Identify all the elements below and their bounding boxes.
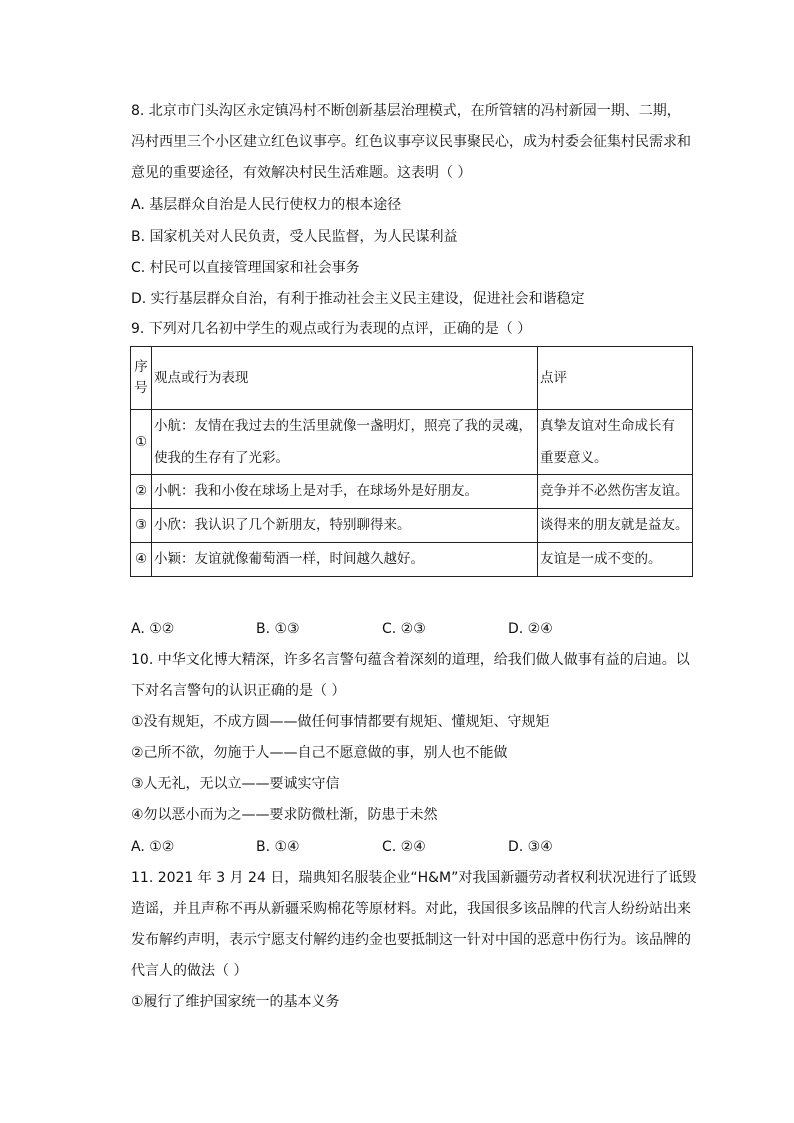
q9-table [130, 346, 693, 577]
q10-option-a: A. ①② [131, 839, 175, 855]
q11-item-1: ①履行了维护国家统一的基本义务 [131, 994, 340, 1010]
table-row [131, 509, 693, 543]
row-number: ④ [131, 543, 152, 577]
table-row [131, 410, 693, 475]
q8-stem-line-3: 意见的重要途径，有效解决村民生活难题。这表明（ ） [131, 165, 472, 181]
row-comment: 谈得来的朋友就是益友。 [538, 509, 693, 543]
q11-stem-line-1: 11. 2021 年 3 月 24 日，瑞典知名服装企业“H&M”对我国新疆劳动者权利状况进行了诋毁 [131, 870, 697, 886]
q10-item-3: ③人无礼，无以立——要诚实守信 [131, 776, 340, 792]
row-comment-line-2: 重要意义。 [540, 450, 608, 466]
q9-option-d: D. ②④ [508, 621, 553, 637]
q10-option-c: C. ②④ [382, 839, 426, 855]
q10-stem-line-2: 下对名言警句的认识正确的是（ ） [131, 683, 346, 699]
table-row [131, 475, 693, 509]
q8-option-d: D. 实行基层群众自治，有利于推动社会主义民主建设，促进社会和谐稳定 [131, 291, 585, 307]
row-view [152, 410, 538, 475]
row-number: ② [131, 475, 152, 509]
q9-option-a: A. ①② [131, 621, 175, 637]
q8-option-c: C. 村民可以直接管理国家和社会事务 [131, 260, 360, 276]
q10-options [131, 838, 651, 856]
row-comment [538, 410, 693, 475]
q9-option-b: B. ①③ [256, 621, 300, 637]
row-view-line-2: 使我的生存有了光彩。 [154, 450, 289, 466]
row-view: 小帆：我和小俊在球场上是对手，在球场外是好朋友。 [152, 475, 538, 509]
row-number: ③ [131, 509, 152, 543]
row-view: 小颖：友谊就像葡萄酒一样，时间越久越好。 [152, 543, 538, 577]
q8-option-b: B. 国家机关对人民负责，受人民监督，为人民谋利益 [131, 229, 458, 245]
row-comment: 竞争并不必然伤害友谊。 [538, 475, 693, 509]
table-row [131, 543, 693, 577]
q11-stem-line-4: 代言人的做法（ ） [131, 963, 248, 979]
q9-option-c: C. ②③ [382, 621, 426, 637]
row-view: 小欣：我认识了几个新朋友，特别聊得来。 [152, 509, 538, 543]
q11-stem-line-2: 造谣，并且声称不再从新疆采购棉花等原材料。对此，我国很多该品牌的代言人纷纷站出来 [131, 901, 691, 917]
header-number: 序号 [131, 347, 152, 410]
q10-option-d: D. ③④ [508, 839, 553, 855]
q10-item-4: ④勿以恶小而为之——要求防微杜渐，防患于未然 [131, 807, 438, 823]
q10-option-b: B. ①④ [256, 839, 300, 855]
q9-options [131, 620, 651, 638]
row-comment-line-1: 真挚友谊对生命成长有 [540, 418, 675, 434]
q11-stem-line-3: 发布解约声明，表示宁愿支付解约违约金也要抵制这一针对中国的恶意中伤行为。该品牌的 [131, 932, 691, 948]
q9-table-header [131, 347, 693, 410]
q10-item-1: ①没有规矩，不成方圆——做任何事情都要有规矩、懂规矩、守规矩 [131, 714, 550, 730]
q10-stem-line-1: 10. 中华文化博大精深，许多名言警句蕴含着深刻的道理，给我们做人做事有益的启迪。以 [131, 652, 690, 668]
row-comment: 友谊是一成不变的。 [538, 543, 693, 577]
row-number: ① [131, 410, 152, 475]
header-comment: 点评 [538, 347, 693, 410]
row-view-line-1: 小航：友情在我过去的生活里就像一盏明灯，照亮了我的灵魂， [154, 418, 532, 434]
header-view: 观点或行为表现 [152, 347, 538, 410]
q8-stem-line-2: 冯村西里三个小区建立红色议事亭。红色议事亭议民事聚民心，成为村委会征集村民需求和 [131, 134, 691, 150]
q8-option-a: A. 基层群众自治是人民行使权力的根本途径 [131, 197, 402, 213]
q9-stem: 9. 下列对几名初中学生的观点或行为表现的点评，正确的是（ ） [131, 321, 532, 337]
q8-stem-line-1: 8. 北京市门头沟区永定镇冯村不断创新基层治理模式，在所管辖的冯村新园一期、二期， [131, 103, 681, 119]
q10-item-2: ②己所不欲，勿施于人——自己不愿意做的事，别人也不能做 [131, 745, 508, 761]
